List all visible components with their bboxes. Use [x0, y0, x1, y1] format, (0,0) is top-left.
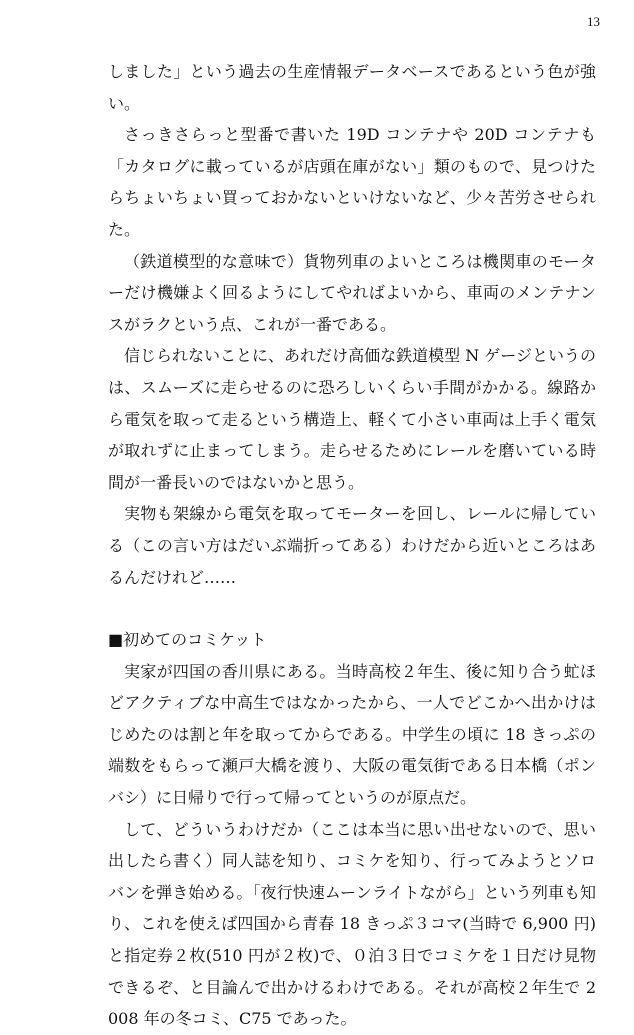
paragraph: （鉄道模型的な意味で）貨物列車のよいところは機関車のモーターだけ機嫌よく回るようにしてやればよいから、車両のメンテナンスがラクという点、これが一番である。	[108, 251, 596, 334]
section-spacer	[108, 593, 596, 624]
paragraph: さっきさらっと型番で書いた 19D コンテナや 20D コンテナも「カタログに載っているが店頭在庫がない」類のもので、見つけたらちょいちょい買っておかないといけないなど、少々苦労させられた。	[108, 125, 596, 239]
section-heading: ■初めてのコミケット	[108, 630, 267, 650]
page-number: 13	[587, 14, 600, 29]
paragraph: 実物も架線から電気を取ってモーターを回し、レールに帰している（この言い方はだいぶ端折ってある）わけだから近いところはあるんだけれど……	[108, 504, 596, 587]
paragraph: して、どういうわけだか（ここは本当に思い出せないので、思い出したら書く）同人誌を知り、コミケを知り、行ってみようとソロバンを弾き始める。「夜行快速ムーンライトながら」という列車も知り、これを使えば四国から青春 18 きっぷ３コマ(当時で 6,900 円)と指定券２枚(510 円が２枚)で、０泊３日でコミケを１日だけ見物できるぞ、と目論んで出かけるわけである。それが高校２年生で 2008 年の冬コミ、C75 であった。	[108, 819, 596, 1029]
paragraph: 信じられないことに、あれだけ高価な鉄道模型 N ゲージというのは、スムーズに走らせるのに恐ろしいくらい手間がかかる。線路から電気を取って走るという構造上、軽くて小さい車両は上手く電気が取れずに止まってしまう。走らせるためにレールを磨いている時間が一番長いのではないかと思う。	[108, 346, 596, 492]
paragraph: 実家が四国の香川県にある。当時高校２年生、後に知り合う虻ほどアクティブな中高生ではなかったから、一人でどこかへ出かけはじめたのは割と年を取ってからである。中学生の頃に 18 きっぷの端数をもらって瀬戸大橋を渡り、大阪の電気街である日本橋（ポンバシ）に日帰りで行って帰ってというのが原点だ。	[108, 661, 596, 808]
page-body	[108, 56, 596, 1035]
paragraph: しました」という過去の生産情報データベースであるという色が強い。	[108, 62, 596, 113]
